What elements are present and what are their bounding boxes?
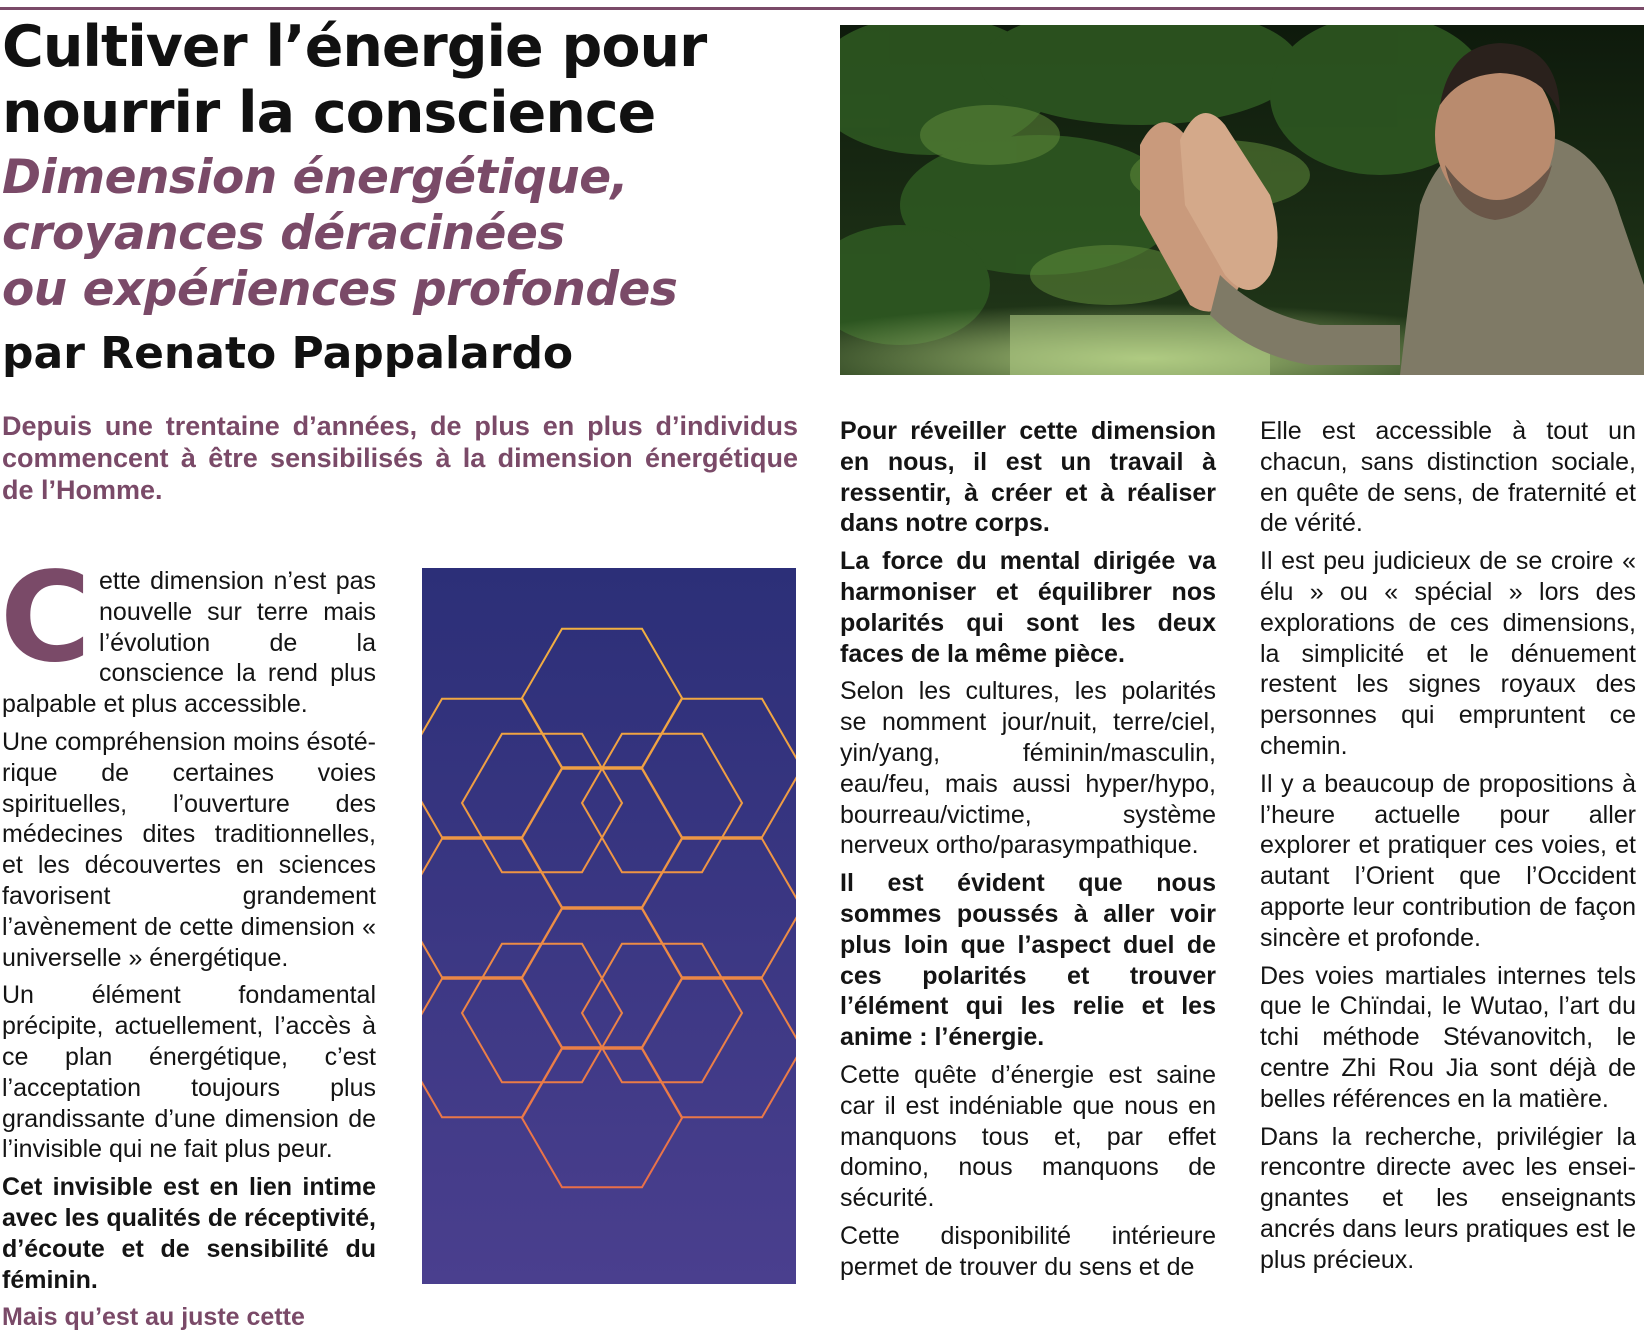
column-2: [840, 416, 1216, 1290]
col1-paragraph-3: Un élément fondamental précipite, actuellement, l’accès à ce plan énergétique, c’est l’acceptation toujours plus grandissante d’une dimension de l’invisible qui ne fait plus peur.: [2, 981, 376, 1164]
column-1: [0, 546, 376, 1340]
article-title: [2, 14, 802, 146]
col1-paragraph-4: Cet invisible est en lien intime avec les qualités de réceptivité, d’écoute et de sensibilité du féminin.: [2, 1173, 376, 1294]
col3-paragraph-5: Dans la recherche, privilégier la rencontre directe avec les ensei-gnantes et les enseignants ancrés dans leurs pratiques est le plus précieux.: [1260, 1122, 1636, 1274]
column-3: [1260, 416, 1636, 1283]
col3-paragraph-3: Il y a beaucoup de propositions à l’heure actuelle pour aller explorer et pratiquer ces voies, et autant l’Orient que l’Occident apporte leur contribution de façon sincère et profonde.: [1260, 769, 1636, 952]
lead-paragraph: Depuis une trentaine d’années, de plus en plus d’individus commencent à être sensibilisés à la dimension énergétique de l’Homme.: [2, 411, 798, 505]
photo-illustration: [840, 25, 1644, 375]
col3-paragraph-4: Des voies martiales internes tels que le Chïndai, le Wutao, l’art du tchi méthode Stévanovitch, le centre Zhi Rou Jia sont déjà de belles références en la matière.: [1260, 961, 1636, 1113]
subtitle-line-1: Dimension énergétique,: [2, 150, 628, 205]
col1-heading: Mais qu’est au juste cette: [2, 1303, 305, 1332]
author-photo: [840, 25, 1644, 375]
title-line-2: nourrir la conscience: [2, 80, 656, 146]
col1-paragraph-2: Une compréhension moins ésoté-rique de certaines voies spirituelles, l’ouverture des médecines dites traditionnelles, et les découvertes en sciences favorisent grandement l’avènement de cette dimension « universelle » énergétique.: [2, 727, 376, 972]
col2-paragraph-4: Il est évident que nous sommes poussés à aller voir plus loin que l’aspect duel de ces polarités et trouver l’élément qui les relie et les anime : l’énergie.: [840, 869, 1216, 1052]
col2-paragraph-6: Cette disponibilité intérieure permet de trouver du sens et de: [840, 1221, 1216, 1281]
subtitle-line-2: croyances déracinées: [2, 206, 565, 261]
drop-cap: C: [0, 546, 92, 690]
col3-paragraph-2: Il est peu judicieux de se croire « élu » ou « spécial » lors des explorations de ces dimensions, la simplicité et le dénuement restent les signes royaux des personnes qui empruntent ce chemin.: [1260, 547, 1636, 760]
geometric-illustration: [422, 568, 796, 1284]
title-line-1: Cultiver l’énergie pour: [2, 14, 707, 80]
article-subtitle: [2, 150, 802, 318]
col2-paragraph-5: Cette quête d’énergie est saine car il est indéniable que nous en manquons tous et, par effet domino, nous manquons de sécurité.: [840, 1060, 1216, 1213]
col1-paragraph-1: [0, 546, 376, 720]
top-rule: [0, 7, 1644, 10]
col1-p1-text: ette dimension n’est pas nouvelle sur terre mais l’évolution de la conscience la rend plus palpable et plus accessible.: [2, 567, 376, 719]
byline: par Renato Pappalardo: [2, 328, 574, 379]
col2-paragraph-1: Pour réveiller cette dimension en nous, il est un travail à ressentir, à créer et à réaliser dans notre corps.: [840, 417, 1216, 538]
col2-paragraph-2: La force du mental dirigée va harmoniser et équilibrer nos polarités qui sont les deux faces de la même pièce.: [840, 547, 1216, 668]
col2-paragraph-3: Selon les cultures, les polarités se nomment jour/nuit, terre/ciel, yin/yang, féminin/masculin, eau/feu, mais aussi hyper/hypo, bourreau/victime, système nerveux ortho/parasympathique.: [840, 677, 1216, 860]
col3-paragraph-1: Elle est accessible à tout un chacun, sans distinction sociale, en quête de sens, de fraternité et de vérité.: [1260, 417, 1636, 538]
hexagon-pattern-graphic: [422, 568, 796, 1284]
subtitle-line-3: ou expériences profondes: [2, 262, 678, 317]
